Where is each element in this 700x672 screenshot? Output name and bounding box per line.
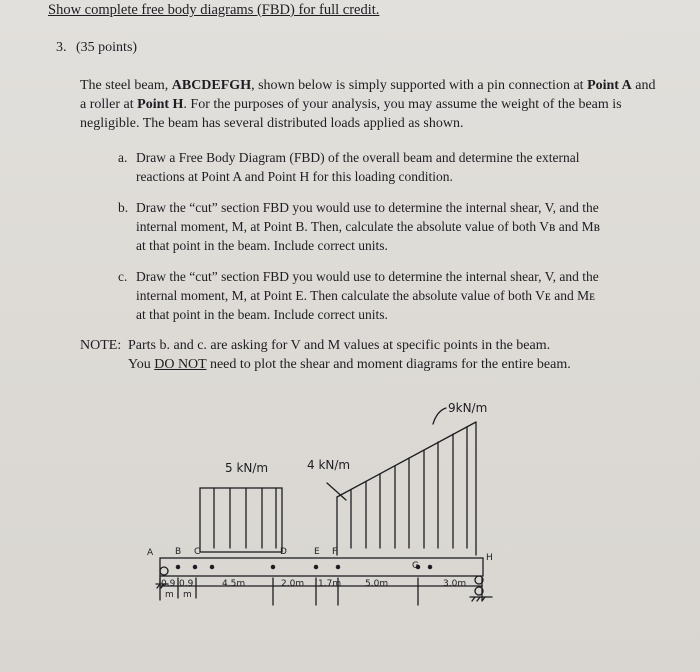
dim-fg: 5.0m [365, 579, 389, 589]
note-do-not: DO NOT [154, 357, 207, 372]
dim-ef: 1.7m [318, 579, 342, 589]
part-a-label: a. [118, 150, 128, 165]
dim-ab: 0.9 [161, 579, 176, 589]
question-number: 3. [56, 40, 67, 55]
load-label-9: 9kN/m [448, 401, 488, 415]
load-label-5: 5 kN/m [225, 461, 269, 475]
intro-text-2: , shown below is simply supported with a pin connection at [251, 78, 584, 93]
note-label: NOTE: [80, 338, 122, 353]
uniform-load-5-arrows [214, 488, 276, 548]
dim-gh: 3.0m [443, 579, 467, 589]
point-label-h: H [486, 553, 493, 563]
point-label-c: C [194, 547, 201, 557]
note-line-2-post: need to plot the shear and moment diagrams for the entire beam. [206, 357, 571, 372]
point-label-a: A [147, 548, 154, 558]
note-line-2-pre: You [128, 357, 155, 372]
dim-ab-unit: m [165, 590, 174, 600]
intro-text-4: . For the purposes of your analysis, you may assume the weight of the beam is negligible. The beam has several distributed loads applied as shown. [80, 97, 622, 131]
roller-support-h [470, 576, 492, 601]
question-points: (35 points) [76, 40, 138, 55]
beam-name: ABCDEFGH [171, 78, 252, 93]
point-label-b: B [175, 547, 182, 557]
point-a-label: Point A [587, 78, 632, 93]
part-b-text: Draw the “cut” section FBD you would use to determine the internal shear, V, and the internal moment, M, at Point B. Then, calculate the absolute value of both Vʙ and Mʙ at that point in the beam. Include correct units. [136, 200, 601, 253]
point-h-label: Point H [137, 97, 184, 112]
beam [160, 558, 483, 576]
uniform-load-5-block [200, 488, 282, 552]
note-line-1: Parts b. and c. are asking for V and M values at specific points in the beam. [128, 338, 551, 353]
ramp-load [327, 408, 476, 555]
point-label-d: D [280, 547, 287, 557]
instructions-header: Show complete free body diagrams (FBD) for full credit. [48, 2, 380, 18]
dim-bc-unit: m [183, 590, 192, 600]
part-c-label: c. [118, 269, 128, 284]
part-b-label: b. [118, 200, 129, 215]
part-a-text: Draw a Free Body Diagram (FBD) of the overall beam and determine the external reactions at Point A and Point H for this loading condition. [136, 150, 580, 184]
intro-text-1: The steel beam, [80, 78, 172, 93]
point-label-f: F [332, 547, 338, 557]
dim-cd: 4.5m [222, 579, 246, 589]
dim-bc: 0.9 [179, 579, 194, 589]
intro-text-3: and a roller at [80, 78, 656, 112]
dim-de: 2.0m [281, 579, 305, 589]
point-label-e: E [314, 547, 320, 557]
beam-point-dots [176, 565, 431, 568]
load-label-4: 4 kN/m [307, 458, 351, 472]
part-c-text: Draw the “cut” section FBD you would use to determine the internal shear, V, and the internal moment, M, at Point E. Then calculate the absolute value of both Vᴇ and Mᴇ at that point in the beam. Include correct units. [136, 269, 599, 322]
point-label-g: G [412, 561, 419, 571]
